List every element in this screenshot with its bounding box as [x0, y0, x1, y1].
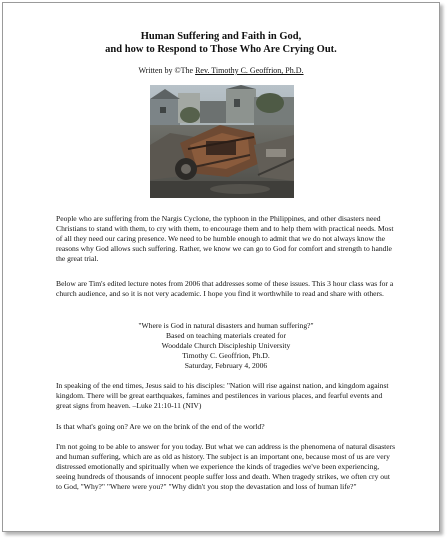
lecture-source: Based on teaching materials created for — [166, 331, 286, 340]
lecture-institution: Wooddale Church Discipleship University — [161, 341, 291, 350]
intro-paragraph: People who are suffering from the Nargis Cyclone, the typhoon in the Philippines, and other disasters need Christians to stand with them, to cry with them, to encourage them and to help them with practical needs. Most of all they need our caring presence. We need to be humble enough to admit that we do not always know the reasons why God allows such suffering. Rather, we know we can go to God for comfort and strength to handle the great trial. — [56, 214, 394, 263]
scripture-paragraph: In speaking of the end times, Jesus said to his disciples: "Nation will rise against nation, and kingdom against kingdom. There will be great earthquakes, famines and pestilences in various places, and fearful events and great signs from heaven. –Luke 21:10-11 (NIV) — [56, 381, 389, 410]
lecture-notes-paragraph: Below are Tim's edited lecture notes from 2006 that addresses some of these issues. This 3 hour class was for a church audience, and so it is not very academic. I hope you find it worthwhile to read and share with others. — [56, 279, 394, 298]
disaster-photo — [150, 85, 294, 198]
wreckage-image — [150, 85, 294, 198]
lecture-date: Saturday, February 4, 2006 — [184, 361, 268, 370]
author-link[interactable]: Rev. Timothy C. Geoffrion, Ph.D. — [195, 66, 304, 75]
lecture-heading-block — [56, 321, 396, 371]
title-line-1: Human Suffering and Faith in God, — [140, 31, 302, 42]
lecture-author: Timothy C. Geoffrion, Ph.D. — [182, 351, 270, 360]
discussion-paragraph: I'm not going to be able to answer for you today. But what we can address is the phenomena of natural disasters and human suffering, which are as old as history. The subject is an important one, because most of us are very distressed emotionally and spiritually when we experience the kinds of tragedies we've been experiencing, seeing hundreds of thousands of innocent people suffer loss and death. When tragedy strikes, we often cry out to God, "Why?" "Where were you?" "Why didn't you stop the devastation and loss of human life?" — [56, 442, 396, 491]
byline — [23, 66, 419, 75]
title-line-2: and how to Respond to Those Who Are Crying Out. — [105, 44, 337, 55]
document-page — [2, 2, 440, 532]
question-paragraph: Is that what's going on? Are we on the brink of the end of the world? — [56, 422, 265, 431]
lecture-title: "Where is God in natural disasters and human suffering?" — [138, 321, 314, 330]
byline-prefix: Written by ©The — [138, 66, 196, 75]
document-title — [23, 30, 419, 56]
